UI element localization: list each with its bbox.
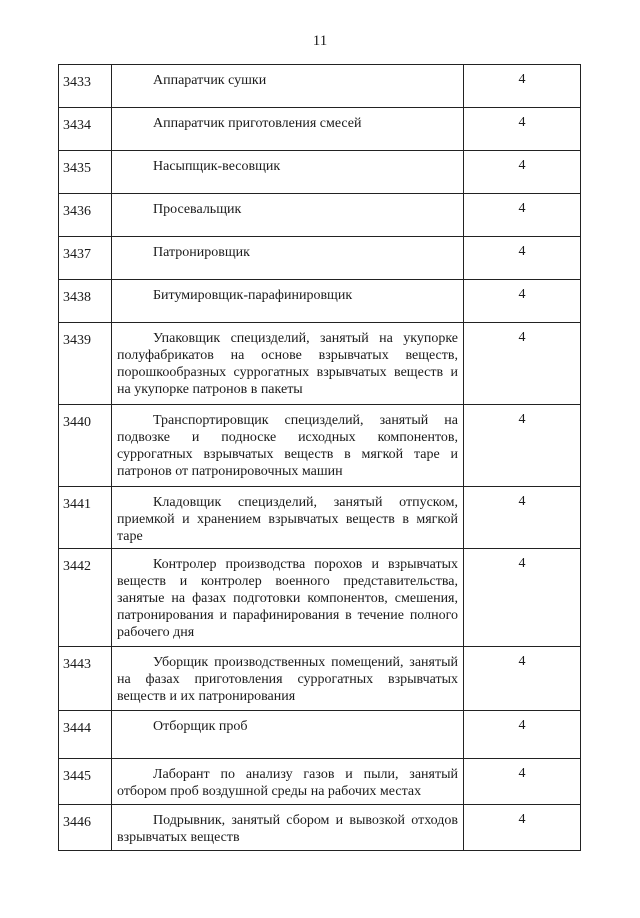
table-row [59,108,581,151]
name-text: Аппаратчик приготовления смесей [153,116,362,131]
name-cell [112,194,464,237]
table-row [59,237,581,280]
name-cell [112,549,464,647]
page-number: 11 [312,33,328,49]
profession-table [58,64,581,851]
grade-cell: 4 [464,108,581,151]
grade-cell: 4 [464,151,581,194]
table-row [59,711,581,759]
name-cell [112,647,464,711]
grade-cell: 4 [464,323,581,405]
code-cell: 3442 [59,549,112,647]
code-cell: 3433 [59,65,112,108]
name-text: Подрывник, занятый сбором и вывозкой отходов взрывчатых веществ [117,813,458,845]
code-cell: 3443 [59,647,112,711]
table-row [59,405,581,487]
grade-cell: 4 [464,237,581,280]
name-cell [112,805,464,851]
name-text: Аппаратчик сушки [153,73,267,88]
table-row [59,280,581,323]
table-row [59,151,581,194]
code-cell: 3444 [59,711,112,759]
name-cell [112,323,464,405]
code-cell: 3445 [59,759,112,805]
code-cell: 3441 [59,487,112,549]
code-cell: 3438 [59,280,112,323]
grade-cell: 4 [464,65,581,108]
table-row [59,65,581,108]
name-text: Упаковщик специзделий, занятый на укупорке полуфабрикатов на основе взрывчатых веществ, порошкообразных суррогатных взрывчатых веществ и на укупорке патронов в пакеты [117,331,458,397]
table-row [59,323,581,405]
grade-cell: 4 [464,759,581,805]
name-text: Кладовщик специзделий, занятый отпуском, приемкой и хранением взрывчатых веществ в мягкой таре [117,495,458,544]
name-text: Отборщик проб [153,719,248,734]
name-cell [112,280,464,323]
code-cell: 3435 [59,151,112,194]
name-text: Транспортировщик специзделий, занятый на подвозке и подноске исходных компонентов, суррогатных взрывчатых веществ в мягкой таре и патронов от патронировочных машин [117,413,458,479]
name-text: Просевальщик [153,202,242,217]
table-row [59,647,581,711]
name-cell [112,487,464,549]
name-cell [112,759,464,805]
name-cell [112,237,464,280]
name-cell [112,711,464,759]
table-body [59,65,581,851]
grade-cell: 4 [464,647,581,711]
grade-cell: 4 [464,280,581,323]
grade-cell: 4 [464,711,581,759]
name-cell [112,108,464,151]
table-row [59,759,581,805]
code-cell: 3446 [59,805,112,851]
table-row [59,549,581,647]
code-cell: 3436 [59,194,112,237]
grade-cell: 4 [464,405,581,487]
name-cell [112,405,464,487]
code-cell: 3439 [59,323,112,405]
name-text: Битумировщик-парафинировщик [153,288,353,303]
table-row [59,805,581,851]
table-row [59,194,581,237]
code-cell: 3437 [59,237,112,280]
name-text: Лаборант по анализу газов и пыли, занятый отбором проб воздушной среды на рабочих местах [117,767,458,799]
grade-cell: 4 [464,805,581,851]
name-text: Уборщик производственных помещений, занятый на фазах приготовления суррогатных взрывчатых веществ и их патронирования [117,655,458,704]
name-text: Патронировщик [153,245,250,260]
name-cell [112,151,464,194]
name-text: Насыпщик-весовщик [153,159,281,174]
grade-cell: 4 [464,549,581,647]
code-cell: 3440 [59,405,112,487]
name-cell [112,65,464,108]
name-text: Контролер производства порохов и взрывчатых веществ и контролер военного представительства, занятые на фазах подготовки компонентов, смешения, патронирования и парафинирования в течение полного рабочего дня [117,557,458,640]
code-cell: 3434 [59,108,112,151]
table-row [59,487,581,549]
grade-cell: 4 [464,194,581,237]
grade-cell: 4 [464,487,581,549]
